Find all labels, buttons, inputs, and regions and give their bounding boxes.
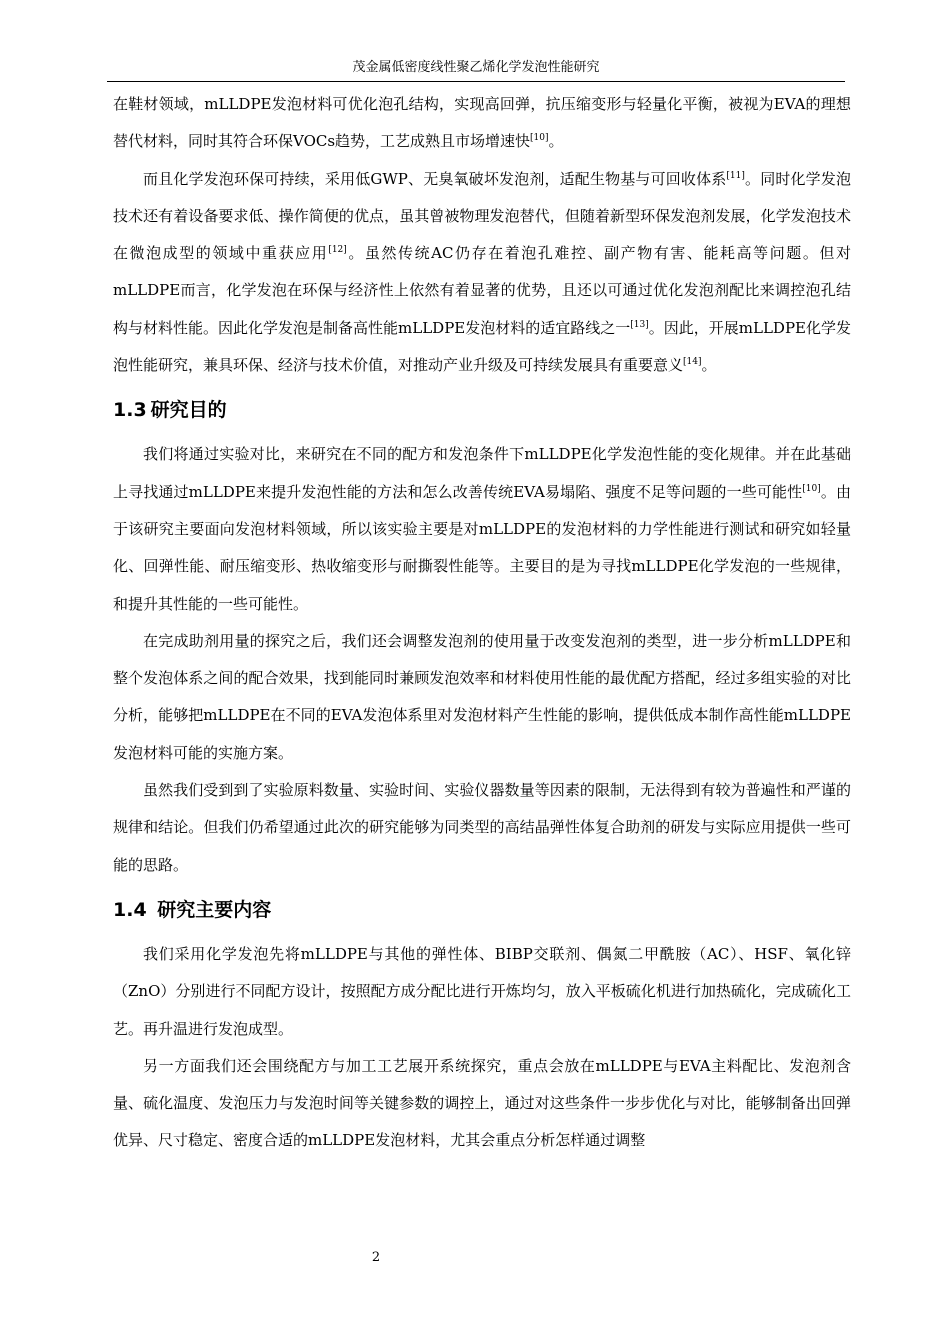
paragraph-method: 我们采用化学发泡先将mLLDPE与其他的弹性体、BIBP交联剂、偶氮二甲酰胺（AC）、HSF、氧化锌（ZnO）分别进行不同配方设计，按照配方成分配比进行开炼均匀，放入平板硫化机进行加热硫化，完成硫化工艺。再升温进行发泡成型。: [113, 944, 851, 1038]
paragraph-chemical-foaming: [113, 161, 851, 385]
citation: [10]: [802, 483, 821, 494]
paragraph-text: 在鞋材领域，mLLDPE发泡材料可优化泡孔结构，实现高回弹，抗压缩变形与轻量化平衡，被视为EVA的理想替代材料，同时其符合环保VOCs趋势，工艺成熟且市场增速快: [113, 95, 851, 151]
paragraph-text: 。: [548, 132, 564, 151]
paragraph-text: 。由于该研究主要面向发泡材料领域，所以该实验主要是对mLLDPE的发泡材料的力学性能进行测试和研究如轻量化、回弹性能、耐压缩变形、热收缩变形与耐撕裂性能等。主要目的是为寻找mLLDPE化学发泡的一些规律，和提升其性能的一些可能性。: [113, 482, 851, 613]
header-rule: [107, 81, 845, 82]
paragraph-additive-study: 在完成助剂用量的探究之后，我们还会调整发泡剂的使用量于改变发泡剂的类型，进一步分析mLLDPE和整个发泡体系之间的配合效果，找到能同时兼顾发泡效率和材料使用性能的最优配方搭配，经过多组实验的对比分析，能够把mLLDPE在不同的EVA发泡体系里对发泡材料产生性能的影响，提供低成本制作高性能mLLDPE发泡材料可能的实施方案。: [113, 631, 851, 762]
citation: [13]: [630, 319, 649, 330]
citation: [11]: [726, 170, 745, 181]
paragraph-process-optimization: 另一方面我们还会围绕配方与加工工艺展开系统探究，重点会放在mLLDPE与EVA主料配比、发泡剂含量、硫化温度、发泡压力与发泡时间等关键参数的调控上，通过对这些条件一步步优化与对比，能够制备出回弹优异、尺寸稳定、密度合适的mLLDPE发泡材料，尤其会重点分析怎样通过调整: [113, 1056, 851, 1150]
paragraph-text: 。同时化学发泡技术还有着设备要求低、操作简便的优点，虽其曾被物理发泡替代，但随着新型环保发泡剂发展，化学发泡技术在微泡成型的领域中重获应用: [113, 169, 851, 263]
heading-title: 研究主要内容: [157, 898, 272, 921]
section-heading-1-3: [113, 384, 851, 436]
paragraph-footwear: [113, 86, 851, 161]
paragraph-text: 。因此，开展mLLDPE化学发泡性能研究，兼具环保、经济与技术价值，对推动产业升级及可持续发展具有重要意义: [113, 318, 852, 375]
citation: [10]: [530, 133, 549, 144]
paragraph-text: 。虽然传统AC仍存在着泡孔难控、副产物有害、能耗高等问题。但对mLLDPE而言，化学发泡在环保与经济性上依然有着显著的优势，且还以可通过优化发泡剂配比来调控泡孔结构与材料性能。因此化学发泡是制备高性能mLLDPE发泡材料的适宜路线之一: [113, 244, 851, 337]
page-body: [113, 86, 851, 1160]
section-heading-1-4: [113, 884, 851, 936]
paragraph-text: 而且化学发泡环保可持续，采用低GWP、无臭氧破坏发泡剂，适配生物基与可回收体系: [143, 169, 727, 188]
citation: [14]: [683, 357, 702, 368]
paragraph-limitations: 虽然我们受到到了实验原料数量、实验时间、实验仪器数量等因素的限制，无法得到有较为普遍性和严谨的规律和结论。但我们仍希望通过此次的研究能够为同类型的高结晶弹性体复合助剂的研发与实际应用提供一些可能的思路。: [113, 781, 851, 874]
running-head: 茂金属低密度线性聚乙烯化学发泡性能研究: [352, 60, 600, 75]
paragraph-text: 。: [701, 356, 717, 375]
heading-number: 1.4: [113, 898, 154, 921]
page-number: 2: [371, 1250, 381, 1265]
citation: [12]: [328, 245, 347, 256]
heading-number: 1.3: [113, 399, 147, 422]
paragraph-purpose: [113, 436, 851, 622]
heading-title: 研究目的: [150, 399, 227, 422]
paragraph-text: 我们将通过实验对比，来研究在不同的配方和发泡条件下mLLDPE化学发泡性能的变化规律。并在此基础上寻找通过mLLDPE来提升发泡性能的方法和怎么改善传统EVA易塌陷、强度不足等问题的一些可能性: [113, 445, 851, 501]
